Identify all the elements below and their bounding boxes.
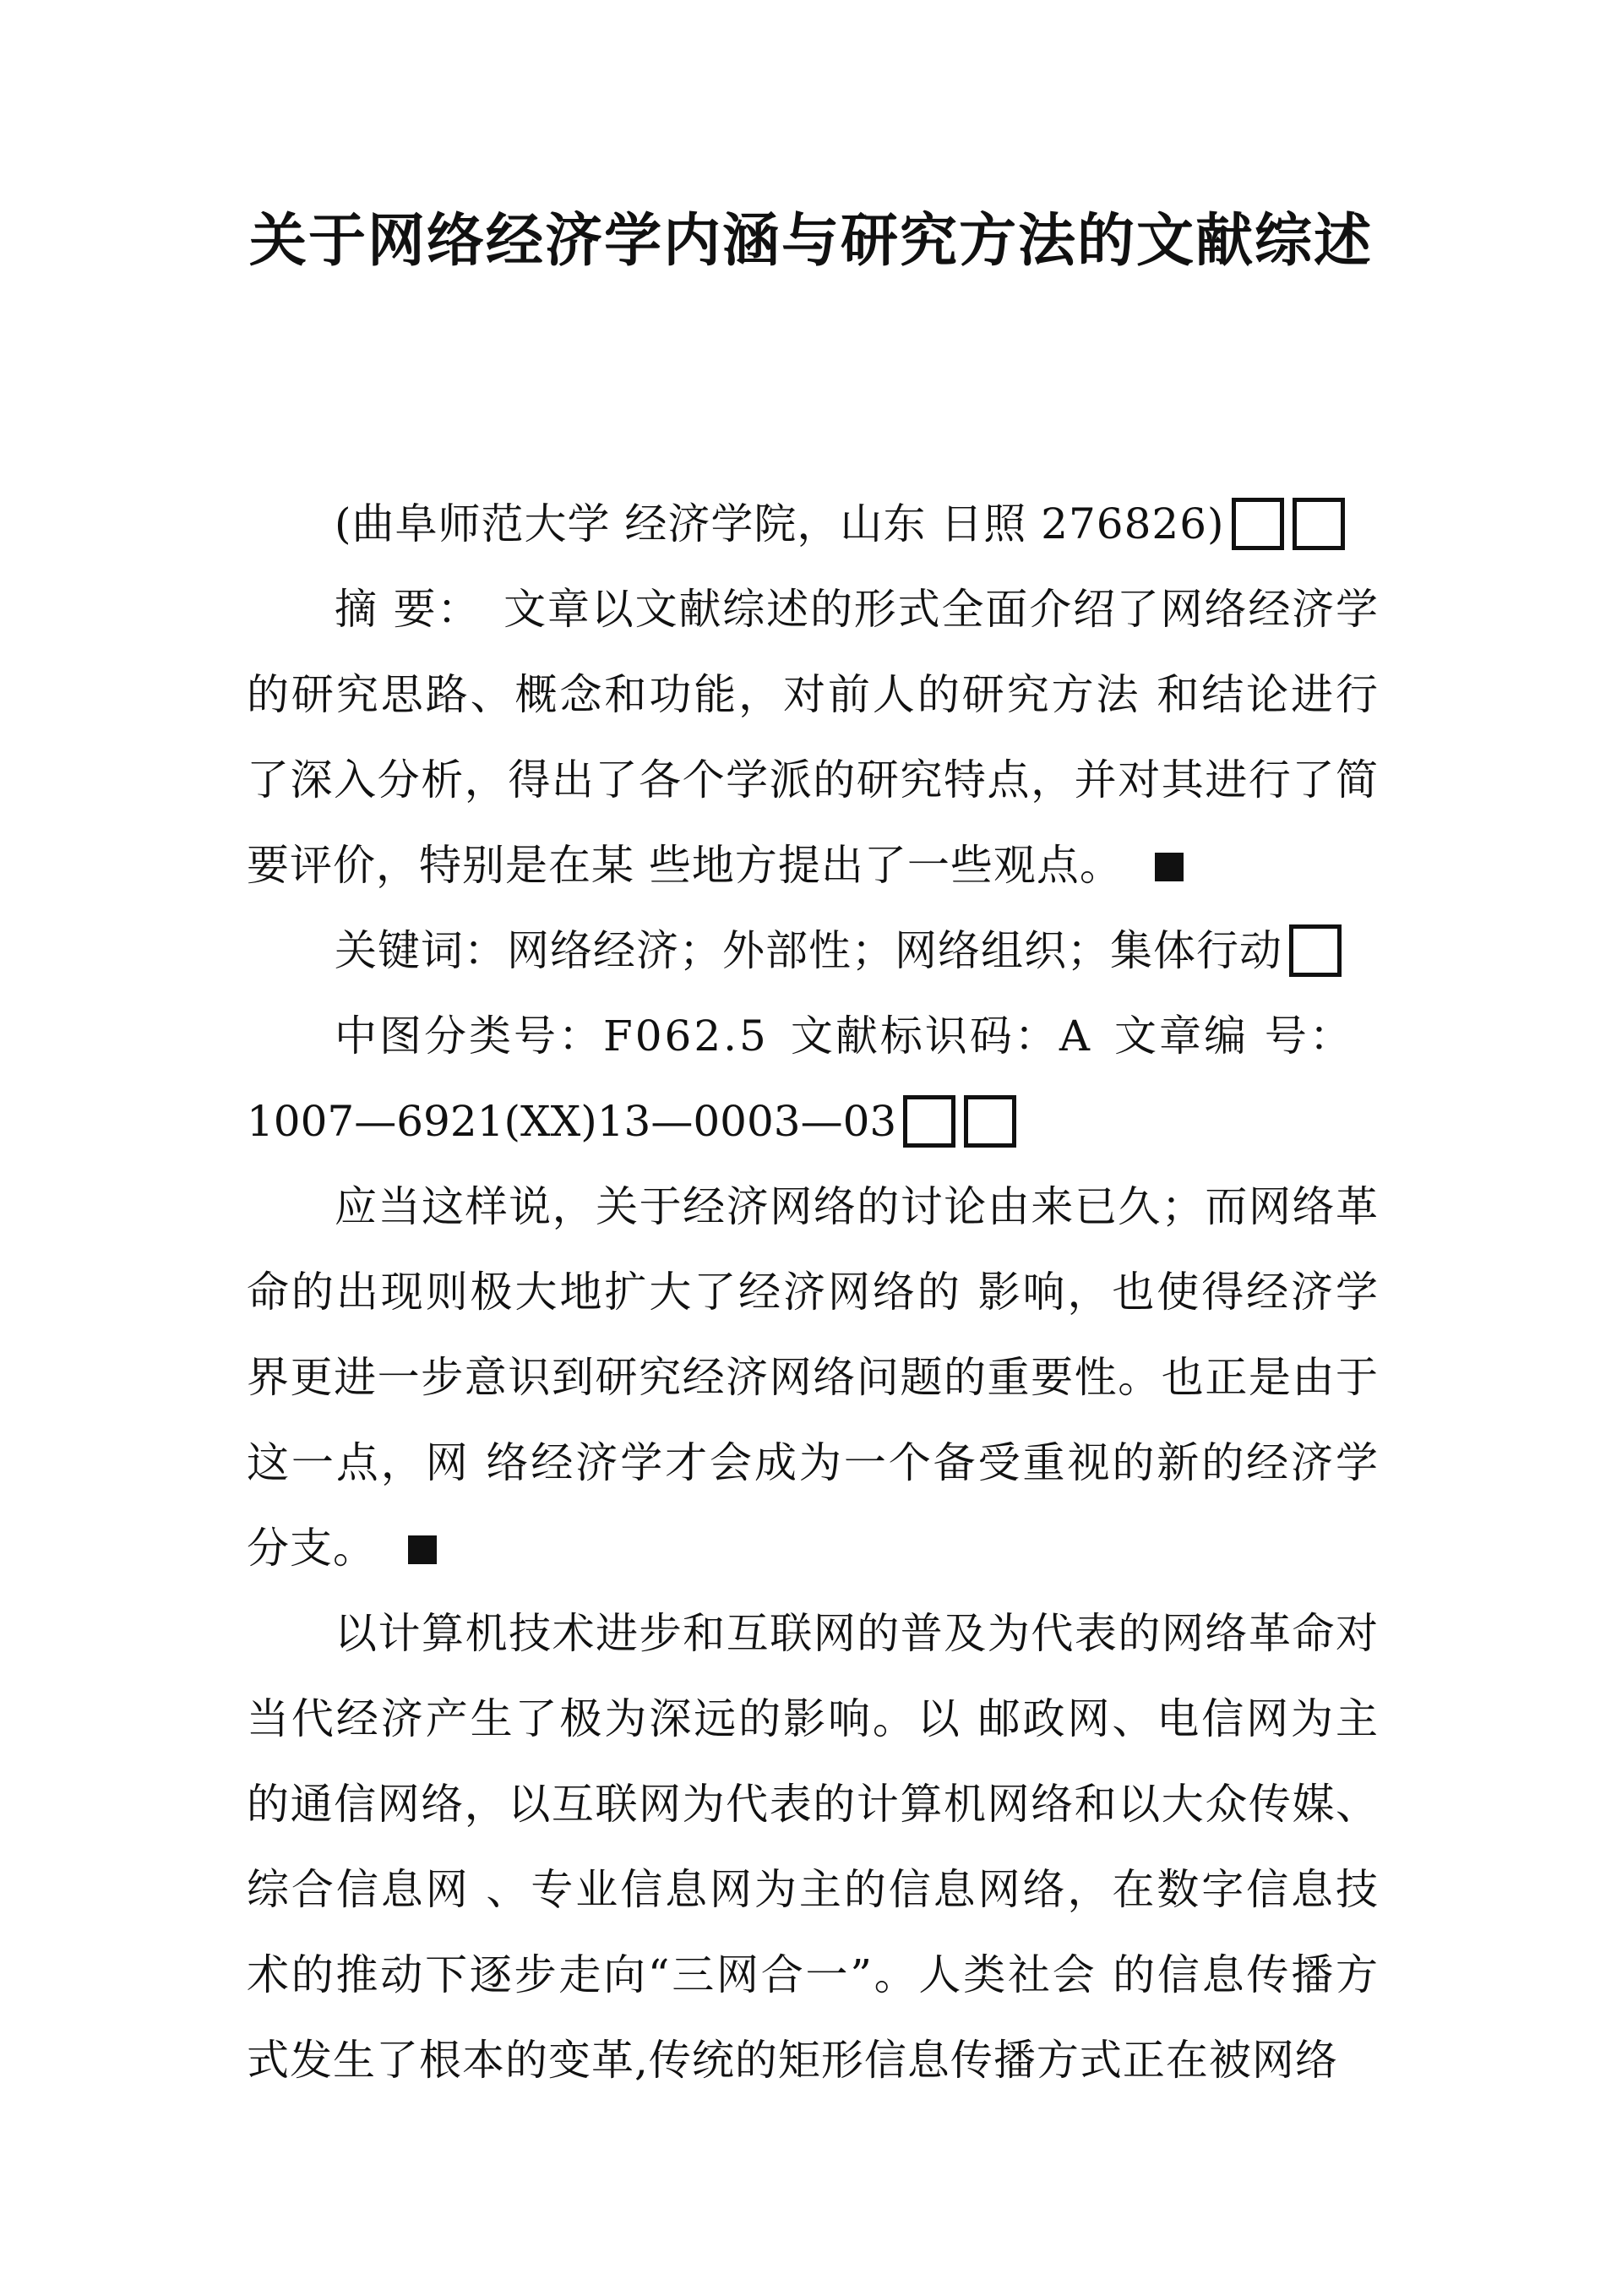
clc-value: F062.5 (603, 1012, 769, 1061)
affiliation-text: (曲阜师范大学 经济学院，山东 日照 276826) (335, 499, 1225, 548)
clc-label: 中图分类号： (335, 1012, 603, 1061)
document-title: 关于网络经济学内涵与研究方法的文献综述 (248, 207, 1373, 275)
classification-info (247, 994, 1379, 1164)
abstract-text: 文章以文献综述的形式全面介绍了网络经济学的研究思路、概念和功能，对前人的研究方法 和结论进行了深入分析，得出了各个学派的研究特点，并对其进行了简要评价，特别是在某 些地方提出了一些观点。 (247, 585, 1379, 890)
body-paragraph-1 (247, 1164, 1379, 1591)
document-body (247, 482, 1379, 2103)
doc-code-value: A (1059, 1012, 1092, 1061)
paragraph-text: 以计算机技术进步和互联网的普及为代表的网络革命对当代经济产生了极为深远的影响。以 邮政网、电信网为主的通信网络，以互联网为代表的计算机网络和以大众传媒、综合信息网 、专业信息网为主的信息网络，在数字信息技术的推动下逐步走向“三网合一”。人类社会 的信息传播方式发生了根本的变革,传统的矩形信息传播方式正在被网络 (247, 1609, 1379, 2085)
author-affiliation (247, 482, 1379, 567)
keywords-label: 关键词： (335, 926, 507, 975)
abstract (247, 567, 1379, 908)
missing-glyph-box (1293, 498, 1345, 550)
article-number-label: 文章编 号： (1113, 1012, 1354, 1061)
missing-glyph-box (903, 1095, 955, 1148)
doc-code-label: 文献标识码： (790, 1012, 1059, 1061)
missing-glyph-box (1289, 924, 1342, 977)
keywords-text: 网络经济；外部性；网络组织；集体行动 (507, 926, 1282, 975)
body-paragraph-2 (247, 1591, 1379, 2103)
end-mark-square (408, 1535, 437, 1564)
end-mark-square (1155, 853, 1184, 881)
article-number-value: 1007—6921(XX)13—0003—03 (247, 1097, 897, 1146)
abstract-label: 摘 要： (335, 585, 482, 634)
missing-glyph-box (964, 1095, 1016, 1148)
keywords (247, 908, 1379, 994)
missing-glyph-box (1232, 498, 1284, 550)
paragraph-text: 应当这样说，关于经济网络的讨论由来已久；而网络革命的出现则极大地扩大了经济网络的 影响，也使得经济学界更进一步意识到研究经济网络问题的重要性。也正是由于这一点，网 络经济学才会成为一个备受重视的新的经济学分支。 (247, 1182, 1379, 1573)
